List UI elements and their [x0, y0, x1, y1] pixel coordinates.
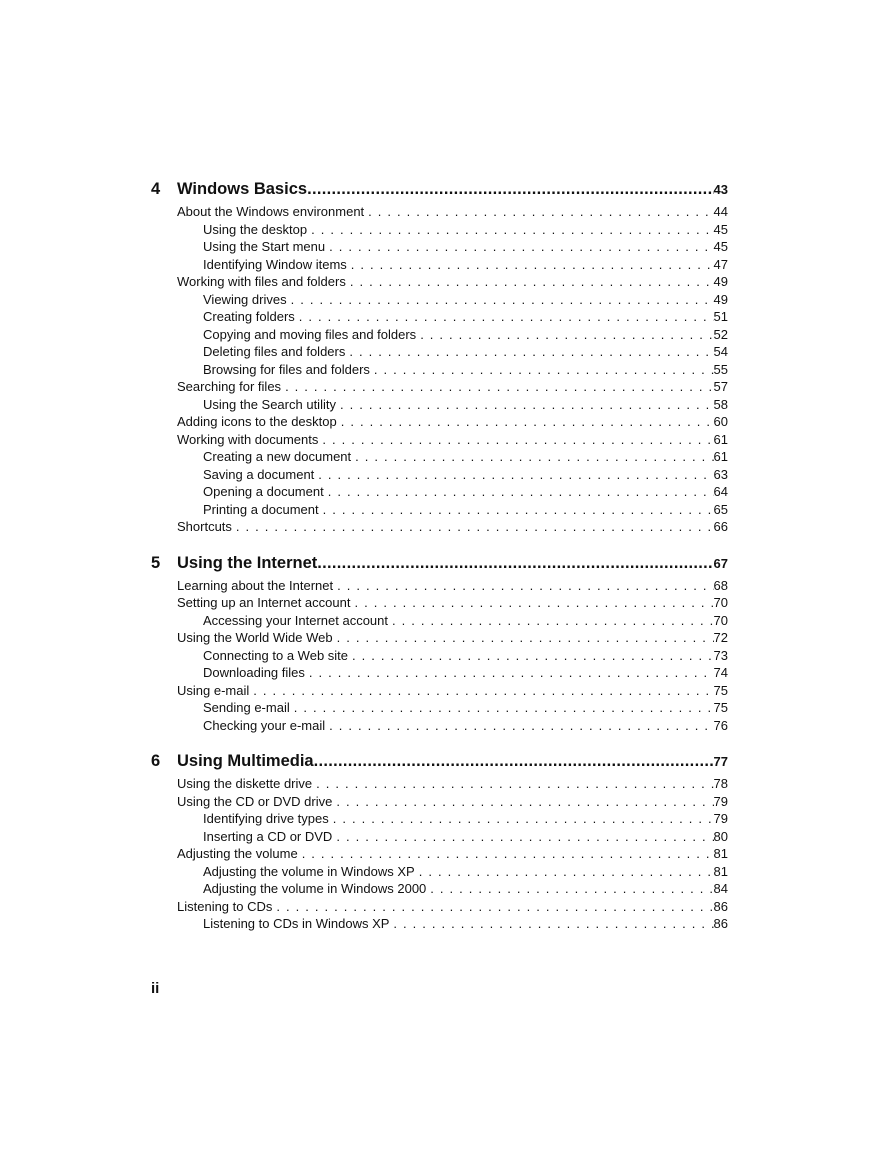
toc-subsection-entry[interactable] [151, 664, 728, 682]
entry-page-number: 76 [713, 717, 728, 733]
entry-title: Searching for files [177, 379, 282, 394]
entry-page-number: 73 [713, 647, 728, 663]
dot-leader [354, 594, 713, 612]
dot-leader [355, 448, 713, 466]
toc-chapter [151, 178, 728, 536]
chapter-title: Using the Internet [177, 552, 317, 575]
toc-section-entry[interactable] [151, 203, 728, 221]
entry-page-number: 66 [713, 519, 728, 534]
dot-leader [317, 552, 713, 575]
toc-section-entry[interactable] [151, 594, 728, 612]
entry-page-number: 78 [713, 776, 728, 791]
entry-title: Identifying Window items [203, 256, 347, 272]
toc-subsection-entry[interactable] [151, 828, 728, 846]
toc-subsection-entry[interactable] [151, 810, 728, 828]
dot-leader [307, 178, 713, 201]
toc-subsection-entry[interactable] [151, 717, 728, 735]
toc-subsection-entry[interactable] [151, 396, 728, 414]
entry-page-number: 79 [713, 811, 728, 826]
entry-title: Opening a document [203, 484, 324, 499]
entry-title: Accessing your Internet account [203, 612, 388, 628]
toc-subsection-entry[interactable] [151, 915, 728, 933]
dot-leader [333, 810, 714, 828]
dot-leader [350, 273, 714, 291]
toc-subsection-entry[interactable] [151, 612, 728, 630]
dot-leader [285, 378, 713, 396]
toc-subsection-entry[interactable] [151, 361, 728, 379]
entry-page-number: 49 [713, 274, 728, 289]
entry-page-number: 44 [713, 204, 728, 219]
dot-leader [341, 413, 714, 431]
toc-subsection-entry[interactable] [151, 343, 728, 361]
dot-leader [318, 466, 713, 484]
dot-leader [393, 915, 713, 933]
dot-leader [340, 396, 714, 414]
toc-subsection-entry[interactable] [151, 448, 728, 466]
dot-leader [253, 682, 713, 700]
dot-leader [316, 775, 713, 793]
entry-title: About the Windows environment [177, 204, 365, 219]
dot-leader [294, 699, 714, 717]
entry-page-number: 52 [713, 326, 728, 342]
toc-section-entry[interactable] [151, 431, 728, 449]
entry-page-number: 63 [713, 466, 728, 482]
chapter-number: 4 [151, 180, 161, 198]
chapter-title: Windows Basics [177, 178, 307, 201]
dot-leader [336, 828, 713, 846]
dot-leader [328, 483, 714, 501]
chapter-heading[interactable] [151, 552, 728, 575]
dot-leader [299, 308, 714, 326]
entry-page-number: 80 [713, 828, 728, 844]
dot-leader [419, 863, 714, 881]
toc-subsection-entry[interactable] [151, 256, 728, 274]
toc-section-entry[interactable] [151, 775, 728, 793]
toc-subsection-entry[interactable] [151, 863, 728, 881]
entry-title: Using the diskette drive [177, 776, 313, 791]
entry-page-number: 79 [713, 793, 728, 809]
entry-page-number: 61 [713, 431, 728, 447]
dot-leader [314, 750, 714, 773]
toc-section-entry[interactable] [151, 577, 728, 595]
entry-title: Adjusting the volume [177, 846, 298, 861]
toc-subsection-entry[interactable] [151, 880, 728, 898]
dot-leader [323, 501, 714, 519]
entry-title: Working with files and folders [177, 274, 346, 289]
dot-leader [420, 326, 713, 344]
dot-leader [329, 238, 713, 256]
entry-title: Setting up an Internet account [177, 595, 351, 610]
entry-page-number: 81 [713, 863, 728, 879]
entry-title: Using the Start menu [203, 239, 326, 254]
entry-title: Sending e-mail [203, 700, 290, 715]
toc-section-entry[interactable] [151, 273, 728, 291]
entry-page-number: 70 [713, 595, 728, 610]
entry-title: Adding icons to the desktop [177, 414, 337, 429]
dot-leader [302, 845, 714, 863]
dot-leader [329, 717, 713, 735]
table-of-contents [151, 178, 728, 949]
entry-page-number: 86 [713, 898, 728, 914]
entry-page-number: 55 [713, 361, 728, 377]
entry-page-number: 47 [713, 256, 728, 272]
dot-leader [352, 647, 714, 665]
chapter-title: Using Multimedia [177, 750, 314, 773]
entry-page-number: 68 [713, 577, 728, 593]
toc-subsection-entry[interactable] [151, 291, 728, 309]
toc-chapter [151, 552, 728, 735]
toc-subsection-entry[interactable] [151, 483, 728, 501]
toc-section-entry[interactable] [151, 413, 728, 431]
dot-leader [309, 664, 714, 682]
toc-subsection-entry[interactable] [151, 699, 728, 717]
entry-title: Working with documents [177, 431, 319, 447]
entry-title: Viewing drives [203, 291, 287, 307]
chapter-page-number: 67 [713, 555, 728, 571]
entry-title: Inserting a CD or DVD [203, 828, 333, 844]
entry-title: Browsing for files and folders [203, 361, 370, 377]
entry-title: Learning about the Internet [177, 577, 334, 593]
chapter-number: 5 [151, 553, 161, 572]
entry-page-number: 70 [713, 612, 728, 628]
entry-title: Listening to CDs in Windows XP [203, 916, 390, 931]
dot-leader [368, 203, 713, 221]
toc-section-entry[interactable] [151, 898, 728, 916]
entry-title: Using the World Wide Web [177, 630, 333, 645]
toc-chapter [151, 750, 728, 933]
toc-subsection-entry[interactable] [151, 501, 728, 519]
entry-title: Identifying drive types [203, 811, 329, 826]
entry-title: Using e-mail [177, 682, 250, 698]
entry-title: Creating folders [203, 309, 295, 324]
dot-leader [311, 221, 713, 239]
entry-title: Downloading files [203, 665, 305, 680]
dot-leader [430, 880, 713, 898]
entry-page-number: 45 [713, 239, 728, 254]
entry-page-number: 84 [713, 881, 728, 896]
dot-leader [291, 291, 714, 309]
entry-page-number: 65 [713, 501, 728, 517]
entry-title: Deleting files and folders [203, 344, 346, 359]
dot-leader [392, 612, 714, 630]
toc-section-entry[interactable] [151, 793, 728, 811]
chapter-page-number: 43 [713, 182, 728, 197]
chapter-heading[interactable] [151, 178, 728, 201]
chapter-heading[interactable] [151, 750, 728, 773]
entry-title: Listening to CDs [177, 898, 273, 914]
toc-subsection-entry[interactable] [151, 326, 728, 344]
entry-title: Using the CD or DVD drive [177, 793, 333, 809]
dot-leader [322, 431, 713, 449]
entry-page-number: 49 [713, 291, 728, 307]
entry-title: Adjusting the volume in Windows XP [203, 863, 415, 879]
entry-page-number: 72 [713, 630, 728, 645]
entry-title: Checking your e-mail [203, 717, 326, 733]
dot-leader [236, 518, 714, 536]
chapter-number: 6 [151, 752, 161, 770]
toc-subsection-entry[interactable] [151, 221, 728, 239]
dot-leader [349, 343, 713, 361]
entry-page-number: 75 [713, 700, 728, 715]
entry-page-number: 45 [713, 221, 728, 237]
entry-page-number: 64 [713, 484, 728, 499]
page-number: ii [151, 980, 160, 997]
entry-title: Using the Search utility [203, 396, 336, 412]
toc-section-entry[interactable] [151, 518, 728, 536]
entry-page-number: 81 [713, 846, 728, 861]
entry-title: Using the desktop [203, 221, 308, 237]
entry-page-number: 51 [713, 309, 728, 324]
entry-page-number: 57 [713, 379, 728, 394]
entry-page-number: 54 [713, 344, 728, 359]
dot-leader [351, 256, 714, 274]
dot-leader [276, 898, 713, 916]
toc-section-entry[interactable] [151, 629, 728, 647]
toc-section-entry[interactable] [151, 682, 728, 700]
entry-page-number: 61 [713, 449, 728, 464]
entry-title: Shortcuts [177, 519, 232, 534]
toc-section-entry[interactable] [151, 378, 728, 396]
entry-title: Printing a document [203, 501, 319, 517]
dot-leader [337, 577, 713, 595]
entry-page-number: 74 [713, 665, 728, 680]
dot-leader [336, 793, 713, 811]
entry-page-number: 58 [713, 396, 728, 412]
toc-subsection-entry[interactable] [151, 308, 728, 326]
toc-section-entry[interactable] [151, 845, 728, 863]
entry-page-number: 86 [713, 916, 728, 931]
entry-title: Creating a new document [203, 449, 352, 464]
entry-title: Copying and moving files and folders [203, 326, 417, 342]
entry-page-number: 75 [713, 682, 728, 698]
dot-leader [337, 629, 714, 647]
entry-title: Saving a document [203, 466, 315, 482]
entry-title: Adjusting the volume in Windows 2000 [203, 881, 427, 896]
chapter-page-number: 77 [713, 754, 728, 769]
toc-subsection-entry[interactable] [151, 647, 728, 665]
dot-leader [374, 361, 714, 379]
entry-title: Connecting to a Web site [203, 647, 349, 663]
toc-subsection-entry[interactable] [151, 238, 728, 256]
entry-page-number: 60 [713, 414, 728, 429]
toc-subsection-entry[interactable] [151, 466, 728, 484]
